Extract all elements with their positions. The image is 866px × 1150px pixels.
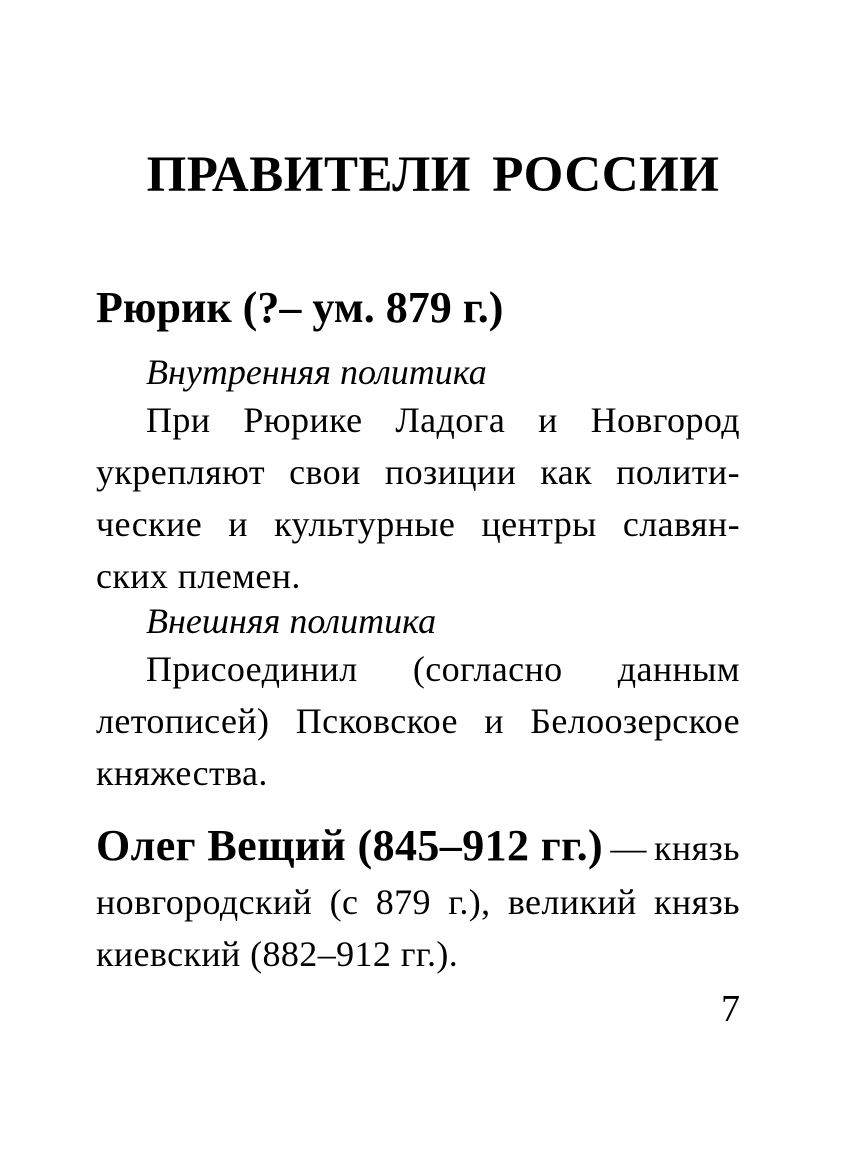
text-line	[96, 498, 740, 550]
text-line: киевский (882–912 гг.).	[96, 934, 459, 974]
word: 879	[375, 882, 431, 922]
word: свои	[289, 452, 361, 492]
page-number: 7	[721, 988, 740, 1030]
word: великий	[507, 882, 637, 922]
word: данным	[617, 649, 740, 689]
rurik-heading: Рюрик (?– ум. 879 г.)	[96, 283, 504, 332]
word: Рюрике	[243, 400, 363, 440]
text-line: ских племен.	[96, 556, 301, 596]
word: и	[538, 400, 558, 440]
word: князь	[654, 828, 740, 868]
word: Псковское	[295, 701, 458, 741]
text-line	[96, 876, 740, 928]
word: укрепляют	[96, 452, 266, 492]
oleg-entry	[96, 820, 740, 980]
word: новгородский	[96, 882, 313, 922]
word: Ладога	[395, 400, 506, 440]
word: ческие	[96, 504, 203, 544]
word: При	[146, 400, 211, 440]
text-line	[96, 643, 740, 695]
oleg-heading: Олег Вещий (845–912 гг.)	[96, 821, 604, 870]
word: Присоединил	[146, 649, 358, 689]
rurik-external-policy-label: Внешняя политика	[146, 601, 437, 641]
word: князь	[654, 882, 740, 922]
word: как	[540, 452, 593, 492]
rurik-external-policy-text	[96, 643, 740, 799]
word: полити-	[616, 452, 740, 492]
word: и	[484, 701, 504, 741]
page-title: ПРАВИТЕЛИ РОССИИ	[146, 147, 720, 203]
word: Белоозерское	[530, 701, 740, 741]
word: —	[610, 828, 647, 868]
word: Новгород	[590, 400, 740, 440]
word: славян-	[622, 504, 740, 544]
word: (согласно	[412, 649, 563, 689]
word: и	[228, 504, 248, 544]
word: летописей)	[96, 701, 270, 741]
text-line: княжества.	[96, 753, 268, 793]
rurik-internal-policy-label: Внутренняя политика	[146, 352, 487, 392]
word: культурные	[274, 504, 456, 544]
word: центры	[481, 504, 597, 544]
word: г.),	[448, 882, 491, 922]
text-line	[96, 695, 740, 747]
rurik-internal-policy-text	[96, 394, 740, 602]
text-line	[96, 394, 740, 446]
text-line	[96, 446, 740, 498]
word: позиции	[384, 452, 517, 492]
word: (с	[329, 882, 359, 922]
text-line	[96, 820, 740, 876]
